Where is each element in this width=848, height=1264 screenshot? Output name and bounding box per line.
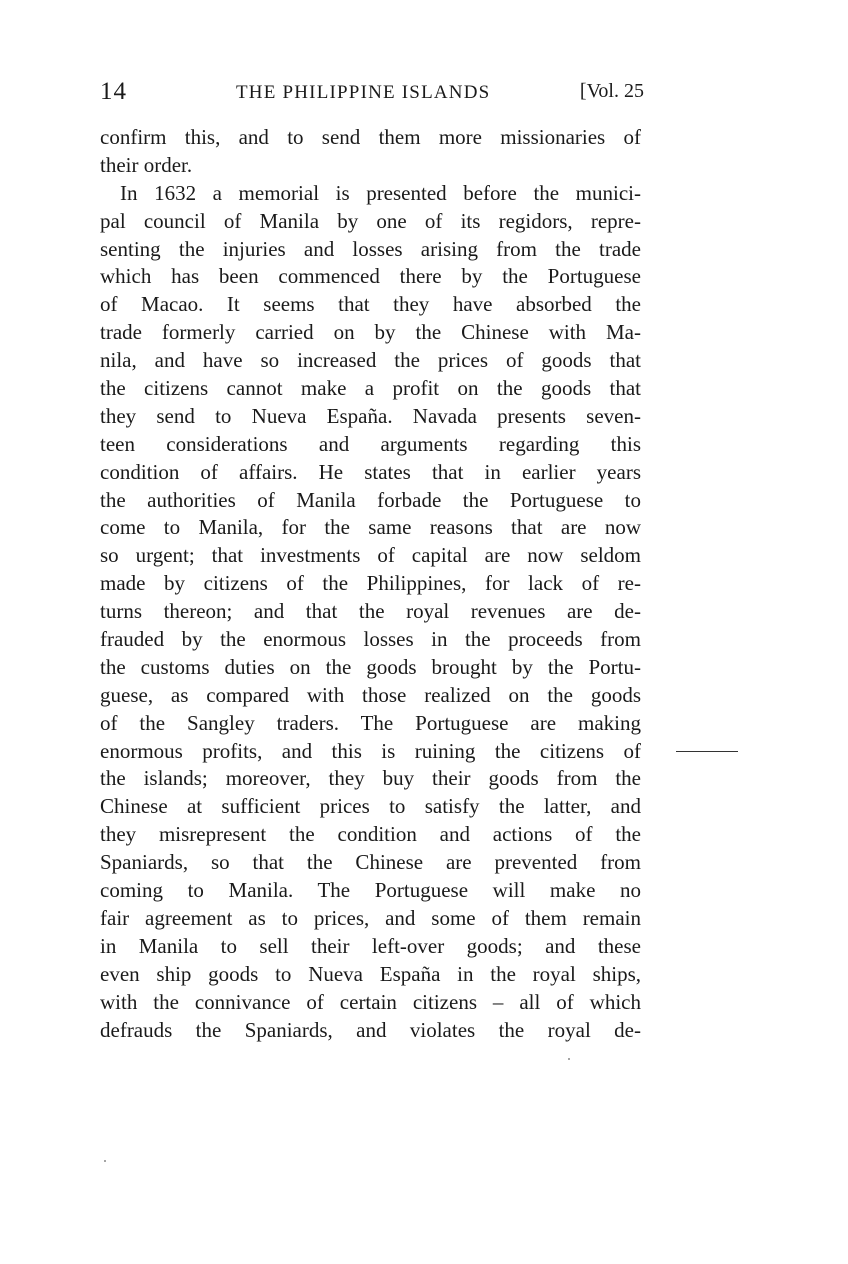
scan-speck [568, 1058, 570, 1060]
text-line: even ship goods to Nueva España in the royal ships, [100, 961, 641, 986]
text-line: the customs duties on the goods brought by the Portu- [100, 654, 641, 679]
text-line: confirm this, and to send them more missionaries of [100, 125, 641, 149]
running-title: THE PHILIPPINE ISLANDS [236, 82, 491, 103]
text-line: Chinese at sufficient prices to satisfy the latter, and [100, 794, 641, 819]
text-line: which has been commenced there by the Portuguese [100, 264, 641, 289]
text-line: the islands; moreover, they buy their goods from the [100, 766, 641, 791]
scan-speck [104, 1160, 106, 1162]
text-line: so urgent; that investments of capital are now seldom [100, 543, 641, 568]
text-line: fair agreement as to prices, and some of them remain [100, 905, 641, 930]
text-line: trade formerly carried on by the Chinese with Ma- [100, 320, 641, 345]
text-line: they send to Nueva España. Navada presents seven- [100, 403, 641, 428]
text-line: guese, as compared with those realized on the goods [100, 682, 641, 707]
page-body-text [100, 124, 641, 1044]
text-line: the authorities of Manila forbade the Portuguese to [100, 487, 641, 512]
text-line: with the connivance of certain citizens – all of which [100, 989, 641, 1014]
text-line: teen considerations and arguments regarding this [100, 431, 641, 456]
text-line: they misrepresent the condition and actions of the [100, 822, 641, 847]
text-line: frauded by the enormous losses in the proceeds from [100, 627, 641, 652]
text-line: come to Manila, for the same reasons that are now [100, 515, 641, 540]
text-line: enormous profits, and this is ruining the citizens of [100, 738, 641, 763]
volume-label: [Vol. 25 [579, 80, 644, 102]
text-line: their order. [100, 152, 193, 177]
text-line: senting the injuries and losses arising from the trade [100, 236, 641, 261]
text-line: of Macao. It seems that they have absorbed the [100, 292, 641, 317]
page-number: 14 [100, 78, 127, 105]
text-line: in Manila to sell their left-over goods; and these [100, 933, 641, 958]
text-line: condition of affairs. He states that in earlier years [100, 459, 641, 484]
margin-rule [676, 751, 738, 752]
text-line: nila, and have so increased the prices of goods that [100, 348, 641, 373]
text-line: defrauds the Spaniards, and violates the royal de- [100, 1017, 641, 1042]
text-line: coming to Manila. The Portuguese will make no [100, 878, 641, 903]
text-line: Spaniards, so that the Chinese are prevented from [100, 850, 641, 875]
page-header [100, 78, 644, 110]
text-line: pal council of Manila by one of its regidors, repre- [100, 208, 641, 233]
text-line: turns thereon; and that the royal revenues are de- [100, 599, 641, 624]
text-line: made by citizens of the Philippines, for lack of re- [100, 571, 641, 596]
text-line: of the Sangley traders. The Portuguese are making [100, 710, 641, 735]
text-line: In 1632 a memorial is presented before the munici- [120, 180, 641, 205]
text-line: the citizens cannot make a profit on the goods that [100, 376, 641, 401]
